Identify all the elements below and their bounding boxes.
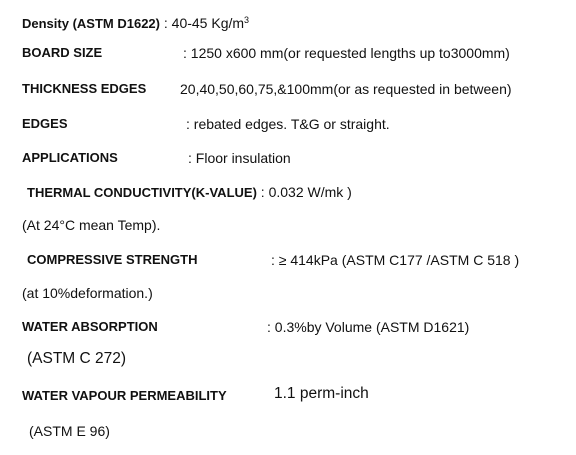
density-unit-exponent: 3 [244, 15, 250, 25]
applications-label: APPLICATIONS [22, 150, 118, 165]
compressive-value: : ≥ 414kPa (ASTM C177 /ASTM C 518 ) [271, 252, 520, 268]
density-label: Density (ASTM D1622) [22, 16, 160, 31]
board-size-label: BOARD SIZE [22, 45, 103, 60]
water-vapour-note: (ASTM E 96) [29, 423, 110, 439]
water-absorption-value: : 0.3%by Volume (ASTM D1621) [267, 319, 470, 335]
compressive-label: COMPRESSIVE STRENGTH [27, 252, 198, 267]
density-row [22, 11, 249, 33]
thermal-row [27, 183, 352, 202]
edges-value: : rebated edges. T&G or straight. [186, 116, 390, 132]
density-value-text: : 40-45 Kg/m [163, 15, 245, 31]
applications-value: : Floor insulation [188, 150, 291, 166]
thermal-label: THERMAL CONDUCTIVITY(K-VALUE) [27, 185, 257, 200]
water-absorption-note: (ASTM C 272) [27, 350, 127, 367]
water-vapour-value: 1.1 perm-inch [274, 385, 369, 402]
edges-label: EDGES [22, 116, 68, 131]
thermal-note: (At 24°C mean Temp). [22, 217, 161, 233]
water-absorption-label: WATER ABSORPTION [22, 319, 158, 334]
board-size-value: : 1250 x600 mm(or requested lengths up to3000mm) [183, 45, 510, 61]
thickness-edges-value: 20,40,50,60,75,&100mm(or as requested in between) [180, 81, 512, 97]
water-vapour-label: WATER VAPOUR PERMEABILITY [22, 388, 227, 403]
thickness-edges-label: THICKNESS EDGES [22, 81, 147, 96]
density-value [164, 15, 249, 31]
thermal-value: : 0.032 W/mk ) [260, 184, 352, 200]
compressive-note: (at 10%deformation.) [22, 285, 153, 301]
